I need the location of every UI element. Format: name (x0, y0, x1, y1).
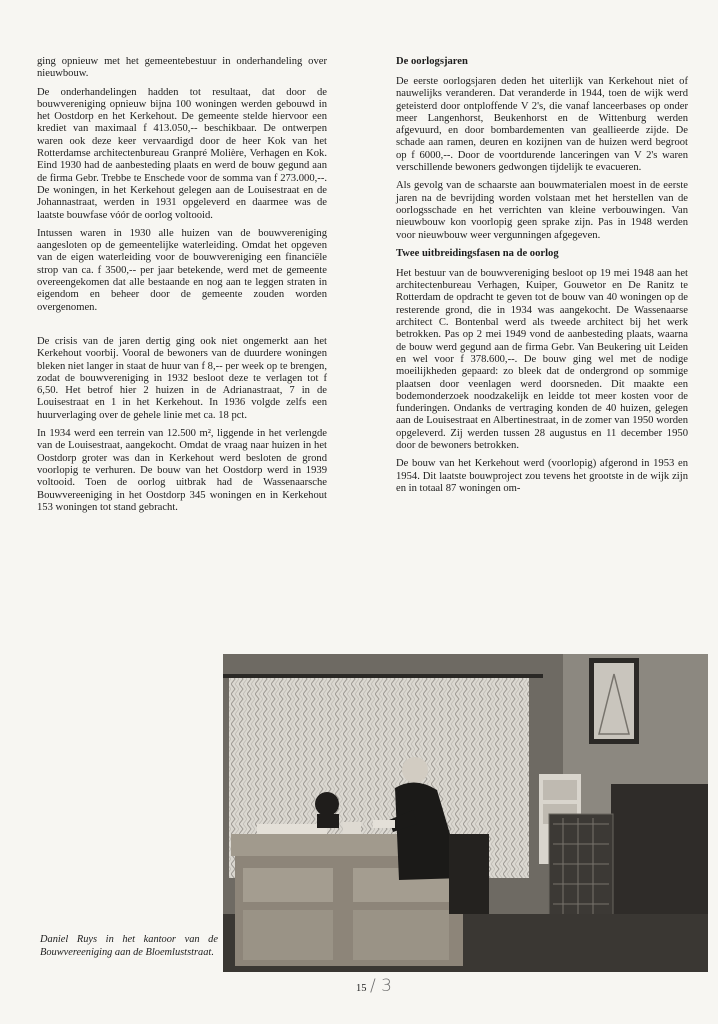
paragraph: De bouw van het Kerkehout werd (voorlopig) afgerond in 1953 en 1954. Dit laatste bouwproject zou tevens het grootste in de wijk zijn en in totaal 87 woningen om- (396, 458, 688, 494)
paragraph: Het bestuur van de bouwvereniging besloot op 19 mei 1948 aan het architectenbureau Verhagen, Kuiper, Gouwetor en De Ranitz te Rotterdam de opdracht te geven tot de bouw van 40 woningen op de resterende grond, die in 1934 was aangekocht. De Wassenaarse architect C. Bontenbal werd als tweede architect bij het werk betrokken. Pas op 2 mei 1949 vond de aanbesteding plaats, waarna de bouw werd gegund aan de firma Gebr. Van Beukering uit Leiden en wel voor f 378.600,--. De bouw ging wel met de nodige moeilijkheden gepaard: zo bleek dat de ondergrond op sommige plaatsen door veenlagen werd doorsneden. Dit maakte een bodemonderzoek noodzakelijk en leidde tot meer kosten voor de funderingen. Ondanks de vertraging konden de 40 huizen, gelegen aan de Louisestraat en Albertinestraat, in de zomer van 1950 worden opgeleverd. Zij werden tussen 28 augustus en 11 december 1950 door de bewoners betrokken. (396, 267, 688, 452)
paragraph: De crisis van de jaren dertig ging ook niet ongemerkt aan het Kerkehout voorbij. Vooral de bewoners van de duurdere woningen bleken niet langer in staat de huur van f 8,-- per week op te brengen, zodat de bouwvereniging in 1932 besloot deze te verlagen tot f 6,50. Het betrof hier 2 huizen in de Adrianastraat, 7 in de Louisestraat en 1 in het Kerkehout. In 1936 volgde zelfs een huurverlaging over de gehele linie met ca. 18 pct. (37, 335, 327, 421)
photo-caption: Daniel Ruys in het kantoor van de Bouwvereeniging aan de Bloemluststraat. (40, 934, 218, 958)
paragraph: Als gevolg van de schaarste aan bouwmaterialen moest in de eerste jaren na de bevrijding worden volstaan met het herstellen van de oorlogsschade en het verrichten van kleine verbouwingen. Van nieuwbouw kon voorlopig geen sprake zijn. Pas in 1948 werden voor nieuwbouw weer vergunningen afgegeven. (396, 180, 688, 241)
paragraph: De eerste oorlogsjaren deden het uiterlijk van Kerkehout niet of nauwelijks veranderen. Dat veranderde in 1944, toen de wijk werd geteisterd door ontploffende V 2's, die vanaf lanceerbases op onder meer Langenhorst, Beukenhorst en de Wittenburg werden afgevuurd, en door bombardementen van geallieerde zijde. De schade aan ramen, deuren en kozijnen van de huizen werd begroot op f 6000,--. Door de voortdurende lanceringen van V 2's waren verschillende bewoners gedwongen tijdelijk te evacueren. (396, 76, 688, 174)
left-text-column (37, 56, 327, 520)
handwritten-page-annotation: / 3 (370, 976, 392, 996)
section-heading: De oorlogsjaren (396, 56, 468, 67)
paragraph: In 1934 werd een terrein van 12.500 m², liggende in het verlengde van de Louisestraat, aangekocht. Omdat de vraag naar huizen in het Oostdorp groter was dan in Kerkehout werd besloten de grond voorlopig te verhuren. De bouw van het Oostdorp werd in 1939 voltooid. Toen de oorlog uitbrak had de Wassenaarsche Bouwvereeniging in het Oostdorp 345 woningen en in Kerkehout 153 woningen tot stand gebracht. (37, 428, 327, 513)
paragraph: De onderhandelingen hadden tot resultaat, dat door de bouwvereniging opnieuw bijna 100 woningen werden gebouwd in het Oostdorp en het Kerkehout. De gemeente stelde hiervoor een krediet van maximaal f 413.050,-- beschikbaar. De ontwerpen waren ook deze keer vervaardigd door de heer Kok van het Rotterdamse architectenbureau Granpré Molière, Verhagen en Kok. Eind 1930 had de aanbesteding plaats en werd de bouw gegund aan de firma Gebr. Trebbe te Enschede voor de somma van f 273.000,--. De woningen, in het Kerkehout gelegen aan de Louisestraat en de Johannastraat, werden in 1931 opgeleverd en daarmee was de laatste bouwfase vóór de oorlog voltooid. (37, 86, 327, 221)
section-heading: Twee uitbreidingsfasen na de oorlog (396, 247, 559, 259)
office-photograph (223, 654, 708, 972)
page-number: 15 (356, 983, 367, 994)
right-text-column (396, 56, 688, 501)
paragraph: Intussen waren in 1930 alle huizen van de bouwvereniging aangesloten op de gemeentelijke waterleiding. Omdat het opgeven van de eigen waterleiding voor de bouwvereniging een financiële strop van ca. f 3500,-- per jaar betekende, werd met de gemeente overeengekomen dat alle bestaande en nog aan te leggen straten in eigendom en beheer door de gemeente zouden worden overgenomen. (37, 227, 327, 313)
paragraph: ging opnieuw met het gemeentebestuur in onderhandeling over nieuwbouw. (37, 56, 327, 80)
